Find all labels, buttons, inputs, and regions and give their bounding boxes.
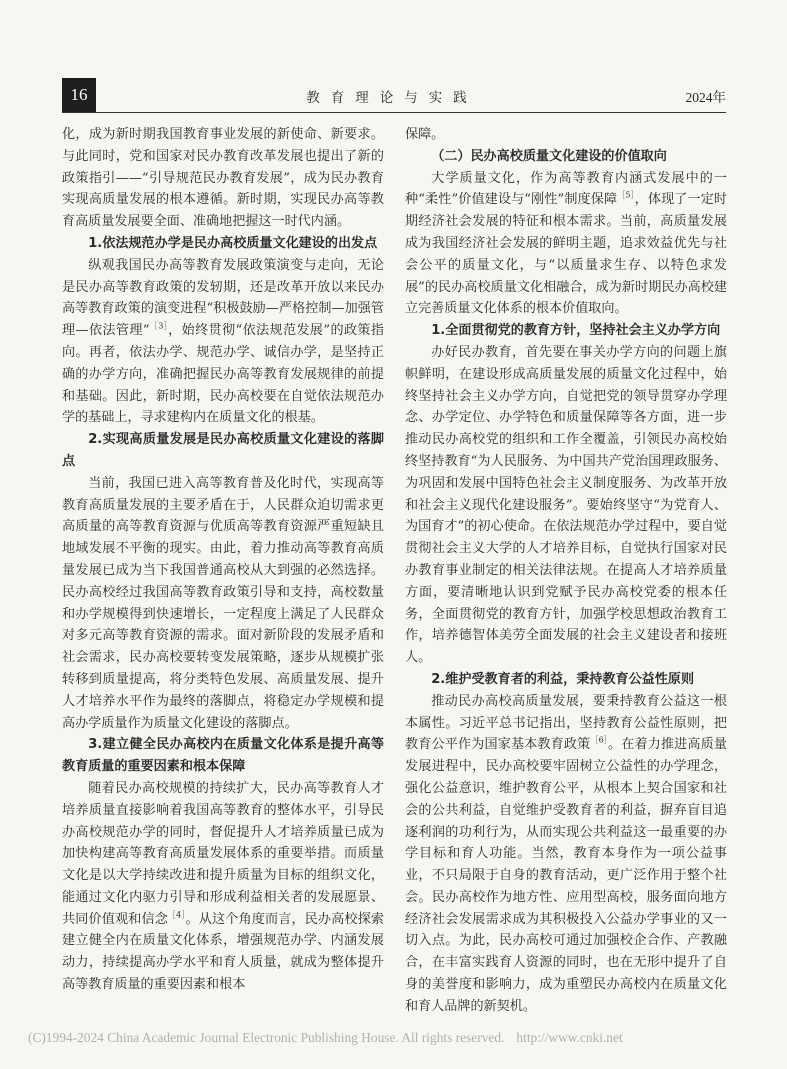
journal-title: 教育理论与实践 xyxy=(306,90,478,106)
heading-text: （二）民办高校质量文化建设的价值取向 xyxy=(431,148,667,164)
paragraph-text: 大学质量文化，作为高等教育内涵式发展中的一种“柔性”价值建设与“刚性”制度保障 xyxy=(405,170,727,208)
paragraph-text: 随着民办高校规模的持续扩大，民办高等教育人才培养质量直接影响着我国高等教育的整体水平，引导民办高校规范办学的同时，督促提升人才培养质量已成为加快构建高等教育高质量发展体系的重要举措。而质量文化是以大学持续改进和提升质量为目标的组织文化，能通过文化内驱力引导和形成利益相关者的发展愿景、共同价值观和信念 xyxy=(62,780,384,927)
right-column xyxy=(405,124,727,1018)
paragraph-text: 保障。 xyxy=(405,127,445,142)
publication-year: 2024年 xyxy=(685,90,726,105)
body-paragraph xyxy=(405,342,727,669)
paragraph-text: 推动民办高校高质量发展，要秉持教育公益这一根本属性。习近平总书记指出，坚持教育公益性原则，把教育公平作为国家基本教育政策 xyxy=(405,693,727,753)
heading-text: 3.建立健全民办高校内在质量文化体系是提升高等教育质量的重要因素和根本保障 xyxy=(62,737,384,775)
citation-marker: ［6］ xyxy=(590,735,608,745)
heading-text: 2.维护受教育者的利益，秉持教育公益性原则 xyxy=(431,671,695,687)
body-paragraph xyxy=(62,473,384,735)
paragraph-text: ，始终贯彻“依法规范发展”的政策指向。再者，依法办学、规范办学、诚信办学，是坚持正确的办学方向，准确把握民办高等教育发展规律的前提和基础。因此，新时期，民办高校要在自觉依法规范办学的基础上，寻求建构内在质量文化的根基。 xyxy=(62,323,384,426)
paragraph-text: ，体现了一定时期经济社会发展的特征和根本需求。当前，高质量发展成为我国经济社会发展的鲜明主题，追求效益优先与社会公平的质量文化，与“以质量求生存、以特色求发展”的民办高校质量文化相融合，成为新时期民办高校建立完善质量文化体系的根本价值取向。 xyxy=(405,192,728,317)
heading-text: 1.全面贯彻党的教育方针，坚持社会主义办学方向 xyxy=(431,323,721,339)
body-paragraph xyxy=(62,124,384,233)
body-paragraph xyxy=(405,691,727,1018)
citation-marker: ［5］ xyxy=(617,191,635,201)
body-paragraph xyxy=(405,124,727,146)
copyright-notice: (C)1994-2024 China Academic Journal Electronic Publishing House. All rights reserved. xyxy=(28,1030,505,1045)
paragraph-text: 。在着力推进高质量发展进程中，民办高校要牢固树立公益性的办学理念，强化公益意识，维护教育公平，从根本上契合国家和社会的公共利益，自觉维护受教育者的利益，摒弃盲目追逐利润的功利行为，从而实现公共利益这一最重要的办学目标和育人功能。当然，教育本身作为一项公益事业，不只局限于自身的教育活动，更广泛作用于整个社会。民办高校作为地方性、应用型高校，服务面向地方经济社会发展需求成为其积极投入公益办学事业的又一切入点。为此，民办高校可通过加强校企合作、产教融合，在丰富实践育人资源的同时，也在无形中提升了自身的美誉度和影响力，成为重塑民办高校内在质量文化和育人品牌的新契机。 xyxy=(405,737,728,1014)
section-heading xyxy=(405,669,727,691)
citation-marker: ［4］ xyxy=(167,910,186,920)
section-heading xyxy=(405,320,727,342)
left-column xyxy=(62,124,384,996)
heading-text: 1.依法规范办学是民办高校质量文化建设的出发点 xyxy=(88,235,378,251)
section-heading xyxy=(62,734,384,778)
page-footer xyxy=(28,1030,768,1046)
page-header xyxy=(62,78,726,113)
paragraph-text: 纵观我国民办高等教育发展政策演变与走向，无论是民办高等教育政策的发轫期，还是改革开放以来民办高等教育政策的演变进程“积极鼓励—严格控制—加强管理—依法管理” xyxy=(62,257,384,339)
paragraph-text: 办好民办教育，首先要在事关办学方向的问题上旗帜鲜明，在建设形成高质量发展的质量文化过程中，始终坚持社会主义办学方向，自觉把党的领导贯穿办学理念、办学定位、办学特色和质量保障等各方面，进一步推动民办高校党的组织和工作全覆盖，引领民办高校始终坚持教育“为人民服务、为中国共产党治国理政服务、为巩固和发展中国特色社会主义制度服务、为改革开放和社会主义现代化建设服务”。要始终坚守“为党育人、为国育才”的初心使命。在依法规范办学过程中，要自觉贯彻社会主义大学的人才培养目标，自觉执行国家对民办教育事业制定的相关法律法规。在提高人才培养质量方面，要清晰地认识到党赋予民办高校党委的根本任务，全面贯彻党的教育方针，加强学校思想政治教育工作，培养德智体美劳全面发展的社会主义建设者和接班人。 xyxy=(405,344,727,666)
body-paragraph xyxy=(62,778,384,996)
paragraph-text: 。从这个角度而言，民办高校探索建立健全内在质量文化体系，增强规范办学、内涵发展动力，持续提高办学水平和育人质量，就成为整体提升高等教育质量的重要因素和根本 xyxy=(62,911,385,993)
paragraph-text: 化，成为新时期我国教育事业发展的新使命、新要求。与此同时，党和国家对民办教育改革发展也提出了新的政策指引——“引导规范民办教育发展”，成为民办教育实现高质量发展的根本遵循。新时期，实现民办高等教育高质量发展要全面、准确地把握这一时代内涵。 xyxy=(62,127,384,230)
page-number: 16 xyxy=(62,78,96,112)
heading-text: 2.实现高质量发展是民办高校质量文化建设的落脚点 xyxy=(62,432,384,469)
section-heading xyxy=(405,146,727,168)
body-paragraph xyxy=(62,255,384,429)
body-paragraph xyxy=(405,168,727,321)
paragraph-text: 当前，我国已进入高等教育普及化时代，实现高等教育高质量发展的主要矛盾在于，人民群众迫切需求更高质量的高等教育资源与优质高等教育资源严重短缺且地域发展不平衡的现实。由此，着力推动高等教育高质量发展已成为当下我国普通高校从大到强的必然选择。民办高校经过我国高等教育政策引导和支持，高校数量和办学规模得到快速增长，一定程度上满足了人民群众对多元高等教育资源的需求。面对新阶段的发展矛盾和社会需求，民办高校要转变发展策略，逐步从规模扩张转移到质量提高，将分类特色发展、高质量发展、提升人才培养水平作为最终的落脚点，将稳定办学规模和提高办学质量作为质量文化建设的落脚点。 xyxy=(62,475,384,731)
footer-url[interactable]: http://www.cnki.net xyxy=(516,1030,623,1045)
citation-marker: ［3］ xyxy=(149,321,169,331)
section-heading xyxy=(62,429,384,473)
section-heading xyxy=(62,233,384,255)
